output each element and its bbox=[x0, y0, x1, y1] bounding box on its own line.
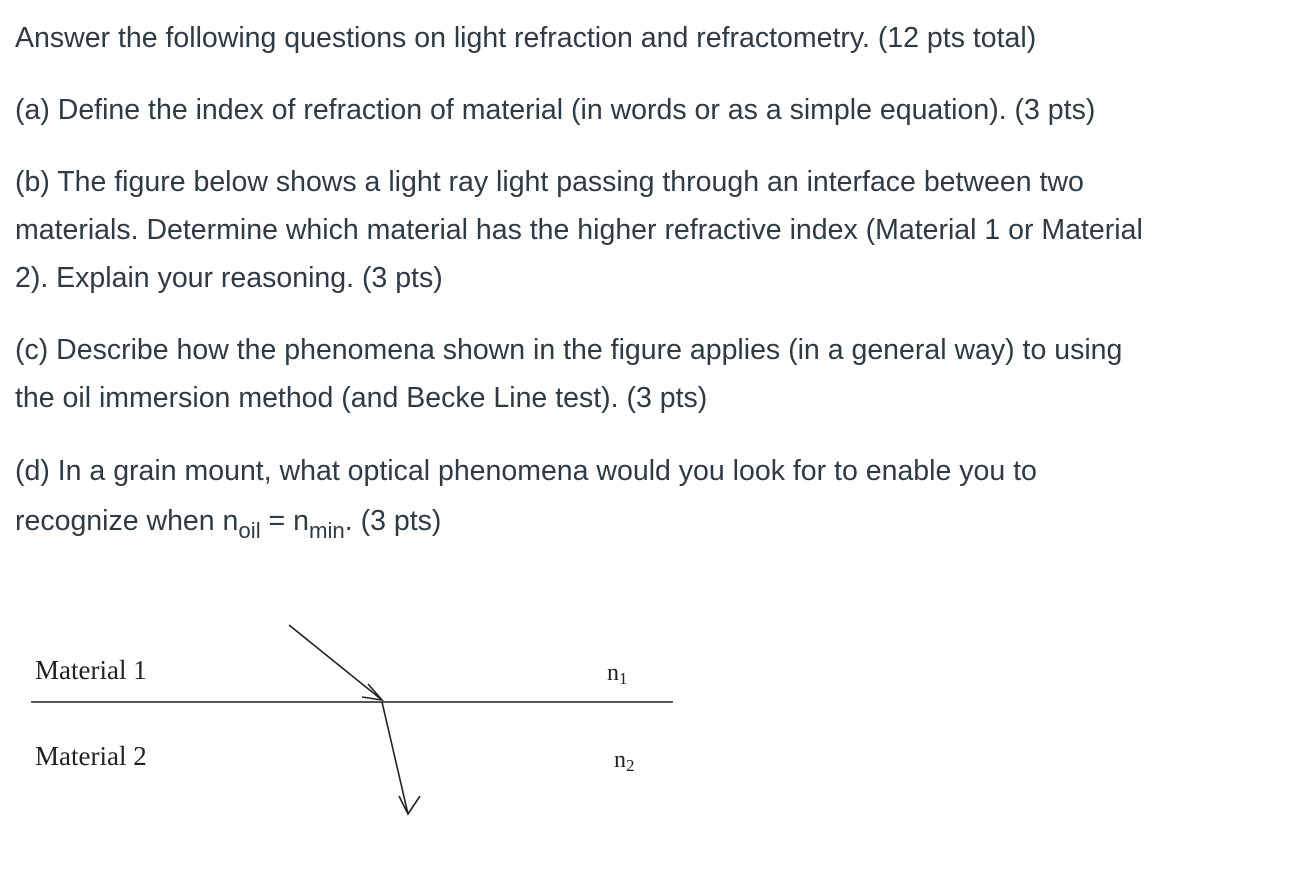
question-b-line-2: materials. Determine which material has the higher refractive index (Material 1 or Material bbox=[15, 214, 1143, 246]
n1-label bbox=[607, 660, 628, 688]
question-d-line-2 bbox=[15, 496, 1037, 546]
question-c bbox=[15, 326, 1122, 422]
question-c-line-2: the oil immersion method (and Becke Line test). (3 pts) bbox=[15, 382, 708, 414]
n-oil-subscript: oil bbox=[238, 517, 261, 543]
question-d-prefix: recognize when n bbox=[15, 505, 239, 537]
question-b-line-1: (b) The figure below shows a light ray light passing through an interface between two bbox=[15, 166, 1084, 198]
question-d-equals: = n bbox=[260, 505, 309, 537]
question-c-line-1: (c) Describe how the phenomena shown in the figure applies (in a general way) to using bbox=[15, 334, 1123, 366]
n2-subscript: 2 bbox=[626, 756, 635, 775]
refracted-arrowhead bbox=[399, 796, 420, 814]
question-d bbox=[15, 446, 1037, 546]
question-intro: Answer the following questions on light refraction and refractometry. (12 pts total) bbox=[15, 22, 1037, 54]
question-b bbox=[15, 158, 1143, 302]
incident-ray bbox=[289, 625, 382, 700]
n2-label bbox=[614, 747, 635, 775]
material-2-label: Material 2 bbox=[35, 741, 147, 771]
question-b-line-3: 2). Explain your reasoning. (3 pts) bbox=[15, 262, 443, 294]
question-d-suffix: . (3 pts) bbox=[344, 505, 442, 537]
question-d-line-1: (d) In a grain mount, what optical phenomena would you look for to enable you to bbox=[15, 455, 1037, 487]
n2-base: n bbox=[614, 747, 626, 773]
n1-subscript: 1 bbox=[619, 669, 628, 688]
n1-base: n bbox=[607, 660, 619, 686]
question-a: (a) Define the index of refraction of material (in words or as a simple equation). (3 pts) bbox=[15, 94, 1096, 126]
n-min-subscript: min bbox=[308, 517, 345, 543]
material-1-label: Material 1 bbox=[35, 655, 147, 685]
refracted-ray bbox=[382, 702, 408, 814]
refraction-figure bbox=[0, 600, 700, 830]
